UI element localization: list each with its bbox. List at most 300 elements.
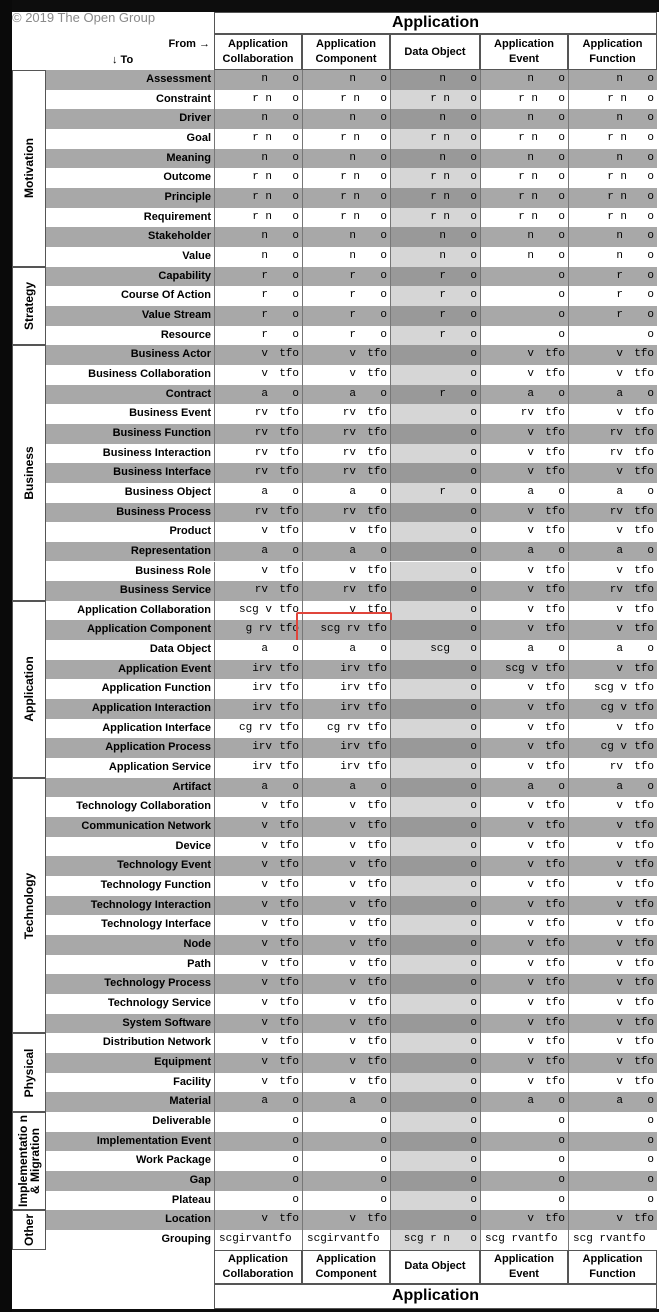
relationship-cell[interactable] xyxy=(390,267,480,287)
relationship-cell[interactable] xyxy=(390,483,480,503)
relationship-cell[interactable] xyxy=(214,778,302,798)
relationship-cell[interactable] xyxy=(302,1132,390,1152)
relationship-cell[interactable] xyxy=(390,424,480,444)
relationship-cell[interactable] xyxy=(390,1033,480,1053)
relationship-cell[interactable] xyxy=(480,581,568,601)
relationship-cell[interactable] xyxy=(302,974,390,994)
relationship-cell[interactable] xyxy=(568,306,657,326)
relationship-cell[interactable] xyxy=(480,856,568,876)
relationship-cell[interactable] xyxy=(568,896,657,916)
relationship-cell[interactable] xyxy=(214,1191,302,1211)
relationship-cell[interactable] xyxy=(568,719,657,739)
relationship-cell[interactable] xyxy=(568,267,657,287)
relationship-cell[interactable] xyxy=(568,227,657,247)
relationship-cell[interactable] xyxy=(480,503,568,523)
relationship-cell[interactable] xyxy=(568,620,657,640)
relationship-cell[interactable] xyxy=(480,620,568,640)
relationship-cell[interactable] xyxy=(480,326,568,346)
relationship-cell[interactable] xyxy=(480,365,568,385)
relationship-cell[interactable] xyxy=(568,1210,657,1230)
relationship-cell[interactable] xyxy=(480,1132,568,1152)
relationship-cell[interactable] xyxy=(568,778,657,798)
relationship-cell[interactable] xyxy=(302,1033,390,1053)
relationship-cell[interactable] xyxy=(214,385,302,405)
relationship-cell[interactable] xyxy=(390,640,480,660)
relationship-cell[interactable] xyxy=(390,326,480,346)
relationship-cell[interactable] xyxy=(568,1230,657,1250)
relationship-cell[interactable] xyxy=(480,542,568,562)
relationship-cell[interactable] xyxy=(302,483,390,503)
relationship-cell[interactable] xyxy=(390,738,480,758)
relationship-cell[interactable] xyxy=(302,326,390,346)
relationship-cell[interactable] xyxy=(390,365,480,385)
relationship-cell[interactable] xyxy=(214,837,302,857)
relationship-cell[interactable] xyxy=(214,247,302,267)
relationship-cell[interactable] xyxy=(302,856,390,876)
relationship-cell[interactable] xyxy=(302,994,390,1014)
relationship-cell[interactable] xyxy=(480,1033,568,1053)
relationship-cell[interactable] xyxy=(390,1092,480,1112)
relationship-cell[interactable] xyxy=(214,424,302,444)
relationship-cell[interactable] xyxy=(214,758,302,778)
relationship-cell[interactable] xyxy=(568,385,657,405)
relationship-cell[interactable] xyxy=(214,876,302,896)
relationship-cell[interactable] xyxy=(390,542,480,562)
relationship-cell[interactable] xyxy=(480,286,568,306)
relationship-cell[interactable] xyxy=(390,404,480,424)
relationship-cell[interactable] xyxy=(390,227,480,247)
relationship-cell[interactable] xyxy=(214,345,302,365)
relationship-cell[interactable] xyxy=(214,974,302,994)
relationship-cell[interactable] xyxy=(302,345,390,365)
relationship-cell[interactable] xyxy=(568,129,657,149)
relationship-cell[interactable] xyxy=(390,1053,480,1073)
relationship-cell[interactable] xyxy=(214,483,302,503)
relationship-cell[interactable] xyxy=(568,797,657,817)
relationship-cell[interactable] xyxy=(302,1014,390,1034)
relationship-cell[interactable] xyxy=(480,601,568,621)
relationship-cell[interactable] xyxy=(480,1092,568,1112)
relationship-cell[interactable] xyxy=(568,208,657,228)
relationship-cell[interactable] xyxy=(568,1014,657,1034)
relationship-cell[interactable] xyxy=(480,1191,568,1211)
relationship-cell[interactable] xyxy=(568,1132,657,1152)
relationship-cell[interactable] xyxy=(390,1073,480,1093)
relationship-cell[interactable] xyxy=(214,581,302,601)
relationship-cell[interactable] xyxy=(390,90,480,110)
relationship-cell[interactable] xyxy=(302,719,390,739)
relationship-cell[interactable] xyxy=(480,149,568,169)
relationship-cell[interactable] xyxy=(214,70,302,90)
relationship-cell[interactable] xyxy=(568,935,657,955)
relationship-cell[interactable] xyxy=(390,188,480,208)
relationship-cell[interactable] xyxy=(302,837,390,857)
relationship-cell[interactable] xyxy=(390,837,480,857)
relationship-cell[interactable] xyxy=(390,876,480,896)
relationship-cell[interactable] xyxy=(480,1014,568,1034)
relationship-cell[interactable] xyxy=(214,1210,302,1230)
relationship-cell[interactable] xyxy=(480,227,568,247)
relationship-cell[interactable] xyxy=(390,601,480,621)
relationship-cell[interactable] xyxy=(390,562,480,582)
relationship-cell[interactable] xyxy=(568,326,657,346)
relationship-cell[interactable] xyxy=(568,503,657,523)
relationship-cell[interactable] xyxy=(214,208,302,228)
relationship-cell[interactable] xyxy=(302,70,390,90)
relationship-cell[interactable] xyxy=(480,267,568,287)
relationship-cell[interactable] xyxy=(480,90,568,110)
relationship-cell[interactable] xyxy=(568,345,657,365)
relationship-cell[interactable] xyxy=(214,1092,302,1112)
relationship-cell[interactable] xyxy=(390,385,480,405)
relationship-cell[interactable] xyxy=(214,267,302,287)
relationship-cell[interactable] xyxy=(480,778,568,798)
relationship-cell[interactable] xyxy=(214,188,302,208)
relationship-cell[interactable] xyxy=(480,70,568,90)
relationship-cell[interactable] xyxy=(480,896,568,916)
relationship-cell[interactable] xyxy=(480,738,568,758)
relationship-cell[interactable] xyxy=(480,483,568,503)
relationship-cell[interactable] xyxy=(214,503,302,523)
relationship-cell[interactable] xyxy=(480,247,568,267)
relationship-cell[interactable] xyxy=(302,738,390,758)
relationship-cell[interactable] xyxy=(302,679,390,699)
relationship-cell[interactable] xyxy=(568,404,657,424)
relationship-cell[interactable] xyxy=(390,679,480,699)
relationship-cell[interactable] xyxy=(214,542,302,562)
relationship-cell[interactable] xyxy=(214,699,302,719)
relationship-cell[interactable] xyxy=(302,562,390,582)
relationship-cell[interactable] xyxy=(302,306,390,326)
relationship-cell[interactable] xyxy=(568,699,657,719)
relationship-cell[interactable] xyxy=(390,1230,480,1250)
relationship-cell[interactable] xyxy=(480,1210,568,1230)
relationship-cell[interactable] xyxy=(390,129,480,149)
relationship-cell[interactable] xyxy=(568,915,657,935)
relationship-cell[interactable] xyxy=(214,1014,302,1034)
relationship-cell[interactable] xyxy=(480,837,568,857)
relationship-cell[interactable] xyxy=(568,562,657,582)
relationship-cell[interactable] xyxy=(568,463,657,483)
relationship-cell[interactable] xyxy=(568,1151,657,1171)
relationship-cell[interactable] xyxy=(390,994,480,1014)
relationship-cell[interactable] xyxy=(390,208,480,228)
relationship-cell[interactable] xyxy=(214,1112,302,1132)
relationship-cell[interactable] xyxy=(568,581,657,601)
relationship-cell[interactable] xyxy=(390,817,480,837)
relationship-cell[interactable] xyxy=(302,758,390,778)
relationship-cell[interactable] xyxy=(302,208,390,228)
relationship-cell[interactable] xyxy=(214,1073,302,1093)
relationship-cell[interactable] xyxy=(480,679,568,699)
relationship-cell[interactable] xyxy=(480,306,568,326)
relationship-cell[interactable] xyxy=(480,797,568,817)
relationship-cell[interactable] xyxy=(568,1112,657,1132)
relationship-cell[interactable] xyxy=(390,758,480,778)
relationship-cell[interactable] xyxy=(390,955,480,975)
relationship-cell[interactable] xyxy=(214,129,302,149)
relationship-cell[interactable] xyxy=(390,70,480,90)
relationship-cell[interactable] xyxy=(480,444,568,464)
relationship-cell[interactable] xyxy=(214,640,302,660)
row-label: Technology Interaction xyxy=(46,896,214,916)
relationship-cell[interactable] xyxy=(568,994,657,1014)
relationship-cell[interactable] xyxy=(302,444,390,464)
relationship-cell[interactable] xyxy=(214,404,302,424)
relationship-cell[interactable] xyxy=(302,188,390,208)
relationship-cell[interactable] xyxy=(480,109,568,129)
relationship-cell[interactable] xyxy=(302,581,390,601)
relationship-cell[interactable] xyxy=(568,876,657,896)
relationship-cell[interactable] xyxy=(480,404,568,424)
relationship-cell[interactable] xyxy=(390,974,480,994)
relationship-cell[interactable] xyxy=(214,738,302,758)
relationship-cell[interactable] xyxy=(302,640,390,660)
relationship-cell[interactable] xyxy=(480,915,568,935)
relationship-cell[interactable] xyxy=(568,1191,657,1211)
relationship-cell[interactable] xyxy=(214,1171,302,1191)
relationship-cell[interactable] xyxy=(390,463,480,483)
relationship-cell[interactable] xyxy=(214,1151,302,1171)
relationship-cell[interactable] xyxy=(480,168,568,188)
relationship-cell[interactable] xyxy=(214,326,302,346)
relationship-cell[interactable] xyxy=(302,227,390,247)
relationship-cell[interactable] xyxy=(568,149,657,169)
relationship-cell[interactable] xyxy=(480,522,568,542)
relationship-cell[interactable] xyxy=(302,1191,390,1211)
relationship-cell[interactable] xyxy=(568,542,657,562)
relationship-cell[interactable] xyxy=(480,758,568,778)
relationship-cell[interactable] xyxy=(480,974,568,994)
relationship-cell[interactable] xyxy=(568,679,657,699)
relationship-cell[interactable] xyxy=(214,719,302,739)
relationship-cell[interactable] xyxy=(480,1151,568,1171)
relationship-cell[interactable] xyxy=(214,955,302,975)
relationship-cell[interactable] xyxy=(568,444,657,464)
relationship-cell[interactable] xyxy=(390,719,480,739)
relationship-cell[interactable] xyxy=(480,660,568,680)
relationship-cell[interactable] xyxy=(480,1112,568,1132)
relationship-cell[interactable] xyxy=(214,365,302,385)
relationship-cell[interactable] xyxy=(214,286,302,306)
relationship-cell[interactable] xyxy=(390,778,480,798)
relationship-cell[interactable] xyxy=(390,935,480,955)
relationship-cell[interactable] xyxy=(480,208,568,228)
relationship-cell[interactable] xyxy=(214,935,302,955)
relationship-cell[interactable] xyxy=(390,345,480,365)
relationship-cell[interactable] xyxy=(302,1112,390,1132)
relationship-cell[interactable] xyxy=(214,896,302,916)
relationship-cell[interactable] xyxy=(302,385,390,405)
relationship-cell[interactable] xyxy=(214,1230,302,1250)
relationship-cell[interactable] xyxy=(302,797,390,817)
relationship-cell[interactable] xyxy=(390,1210,480,1230)
relationship-cell[interactable] xyxy=(568,856,657,876)
relationship-cell[interactable] xyxy=(390,1151,480,1171)
relationship-cell[interactable] xyxy=(480,1230,568,1250)
relationship-cell[interactable] xyxy=(214,444,302,464)
relationship-cell[interactable] xyxy=(214,306,302,326)
relationship-cell[interactable] xyxy=(568,660,657,680)
relationship-cell[interactable] xyxy=(302,168,390,188)
relationship-cell[interactable] xyxy=(568,168,657,188)
relationship-cell[interactable] xyxy=(390,660,480,680)
relationship-cell[interactable] xyxy=(480,129,568,149)
relationship-cell[interactable] xyxy=(214,1053,302,1073)
relationship-cell[interactable] xyxy=(214,817,302,837)
relationship-cell[interactable] xyxy=(302,1053,390,1073)
relationship-cell[interactable] xyxy=(390,1132,480,1152)
relationship-cell[interactable] xyxy=(214,994,302,1014)
relationship-cell[interactable] xyxy=(302,267,390,287)
relationship-cell[interactable] xyxy=(214,463,302,483)
relationship-cell[interactable] xyxy=(214,149,302,169)
relationship-cell[interactable] xyxy=(302,503,390,523)
relationship-cell[interactable] xyxy=(480,188,568,208)
relationship-cell[interactable] xyxy=(568,1033,657,1053)
relationship-cell[interactable] xyxy=(302,286,390,306)
relationship-cell[interactable] xyxy=(480,699,568,719)
relationship-cell[interactable] xyxy=(302,955,390,975)
relationship-cell[interactable] xyxy=(480,719,568,739)
relationship-cell[interactable] xyxy=(568,837,657,857)
relationship-cell[interactable] xyxy=(302,109,390,129)
relationship-cell[interactable] xyxy=(214,660,302,680)
relationship-cell[interactable] xyxy=(390,915,480,935)
relationship-cell[interactable] xyxy=(480,955,568,975)
relationship-cell[interactable] xyxy=(390,503,480,523)
relationship-cell[interactable] xyxy=(302,935,390,955)
relationship-cell[interactable] xyxy=(302,404,390,424)
relationship-cell[interactable] xyxy=(568,522,657,542)
relationship-cell[interactable] xyxy=(214,90,302,110)
relationship-cell[interactable] xyxy=(568,738,657,758)
relationship-cell[interactable] xyxy=(302,778,390,798)
relationship-cell[interactable] xyxy=(214,1132,302,1152)
relationship-cell[interactable] xyxy=(302,463,390,483)
relationship-cell[interactable] xyxy=(568,365,657,385)
relationship-cell[interactable] xyxy=(302,1151,390,1171)
relationship-cell[interactable] xyxy=(390,168,480,188)
relationship-cell[interactable] xyxy=(568,601,657,621)
relationship-cell[interactable] xyxy=(390,109,480,129)
relationship-cell[interactable] xyxy=(568,90,657,110)
relationship-cell[interactable] xyxy=(302,1171,390,1191)
relationship-cell[interactable] xyxy=(480,640,568,660)
relationship-cell[interactable] xyxy=(568,974,657,994)
relationship-cell[interactable] xyxy=(390,896,480,916)
relationship-cell[interactable] xyxy=(568,758,657,778)
relationship-cell[interactable] xyxy=(390,1112,480,1132)
relationship-cell[interactable] xyxy=(568,1073,657,1093)
relationship-cell[interactable] xyxy=(390,522,480,542)
relationship-cell[interactable] xyxy=(302,424,390,444)
relationship-cell[interactable] xyxy=(302,876,390,896)
relationship-cell[interactable] xyxy=(390,149,480,169)
relationship-cell[interactable] xyxy=(568,1092,657,1112)
relationship-cell[interactable] xyxy=(480,385,568,405)
relationship-cell[interactable] xyxy=(568,1171,657,1191)
relationship-cell[interactable] xyxy=(302,1230,390,1250)
relationship-cell[interactable] xyxy=(302,1073,390,1093)
relationship-cell[interactable] xyxy=(480,562,568,582)
relationship-cell[interactable] xyxy=(390,247,480,267)
relationship-cell[interactable] xyxy=(214,856,302,876)
relationship-cell[interactable] xyxy=(302,817,390,837)
relationship-cell[interactable] xyxy=(390,444,480,464)
relationship-cell[interactable] xyxy=(568,1053,657,1073)
relationship-cell[interactable] xyxy=(568,817,657,837)
relationship-cell[interactable] xyxy=(390,856,480,876)
relationship-cell[interactable] xyxy=(568,109,657,129)
relationship-cell[interactable] xyxy=(568,955,657,975)
relationship-cell[interactable] xyxy=(302,1210,390,1230)
relationship-cell[interactable] xyxy=(302,247,390,267)
relationship-cell[interactable] xyxy=(480,345,568,365)
relationship-cell[interactable] xyxy=(302,365,390,385)
relationship-cell[interactable] xyxy=(480,994,568,1014)
relationship-cell[interactable] xyxy=(214,1033,302,1053)
relationship-cell[interactable] xyxy=(302,542,390,562)
relationship-cell[interactable] xyxy=(480,463,568,483)
relationship-cell[interactable] xyxy=(568,70,657,90)
relationship-cell[interactable] xyxy=(214,620,302,640)
relationship-cell[interactable] xyxy=(480,1171,568,1191)
relationship-cell[interactable] xyxy=(390,699,480,719)
relationship-cell[interactable] xyxy=(390,797,480,817)
relationship-cell[interactable] xyxy=(302,660,390,680)
relationship-cell[interactable] xyxy=(568,188,657,208)
relationship-cell[interactable] xyxy=(214,679,302,699)
relationship-cell[interactable] xyxy=(214,797,302,817)
relationship-cell[interactable] xyxy=(214,562,302,582)
relationship-cell[interactable] xyxy=(568,286,657,306)
relationship-cell[interactable] xyxy=(480,935,568,955)
relationship-cell[interactable] xyxy=(390,1191,480,1211)
relationship-cell[interactable] xyxy=(214,109,302,129)
relationship-cell[interactable] xyxy=(568,247,657,267)
relationship-cell[interactable] xyxy=(480,424,568,444)
relationship-cell[interactable] xyxy=(302,129,390,149)
relationship-cell[interactable] xyxy=(480,1073,568,1093)
relationship-cell[interactable] xyxy=(568,483,657,503)
relationship-cell[interactable] xyxy=(214,601,302,621)
relationship-cell[interactable] xyxy=(480,817,568,837)
relationship-cell[interactable] xyxy=(214,227,302,247)
relationship-codes: v xyxy=(261,367,268,380)
relationship-cell[interactable] xyxy=(390,581,480,601)
relationship-cell[interactable] xyxy=(390,1171,480,1191)
relationship-cell[interactable] xyxy=(390,1014,480,1034)
relationship-cell[interactable] xyxy=(480,1053,568,1073)
relationship-cell[interactable] xyxy=(302,699,390,719)
relationship-cell[interactable] xyxy=(302,1092,390,1112)
relationship-cell[interactable] xyxy=(302,915,390,935)
relationship-cell[interactable] xyxy=(302,149,390,169)
relationship-cell[interactable] xyxy=(480,876,568,896)
relationship-cell[interactable] xyxy=(568,424,657,444)
relationship-cell[interactable] xyxy=(390,306,480,326)
relationship-cell[interactable] xyxy=(302,90,390,110)
relationship-cell[interactable] xyxy=(302,522,390,542)
relationship-cell[interactable] xyxy=(214,168,302,188)
relationship-cell[interactable] xyxy=(390,286,480,306)
relationship-cell[interactable] xyxy=(214,915,302,935)
relationship-cell[interactable] xyxy=(568,640,657,660)
relationship-cell[interactable] xyxy=(302,896,390,916)
relationship-cell[interactable] xyxy=(214,522,302,542)
relationship-cell[interactable] xyxy=(390,620,480,640)
